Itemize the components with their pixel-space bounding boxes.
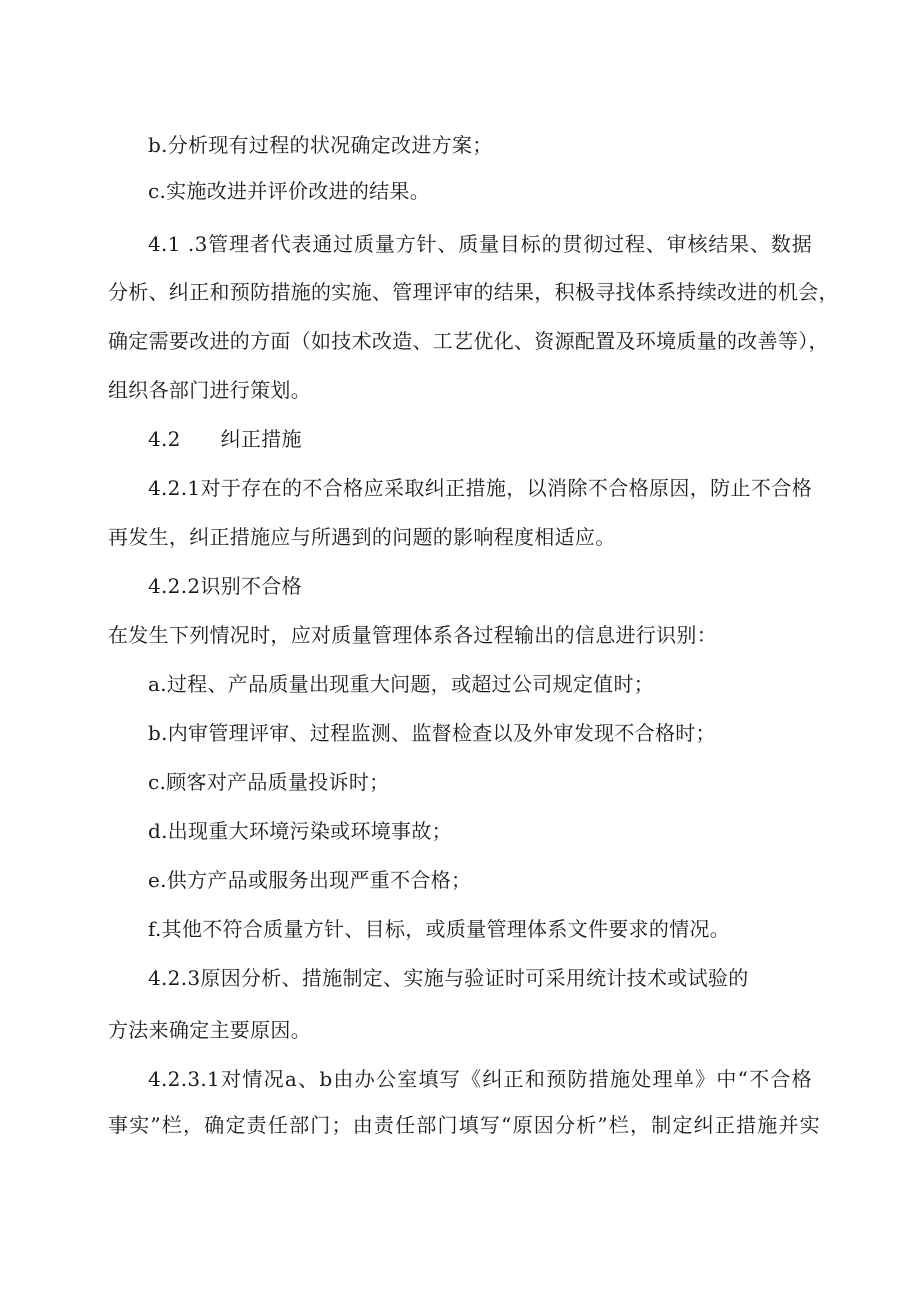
paragraph-identify-intro: 在发生下列情况时，应对质量管理体系各过程输出的信息进行识别： [108, 623, 717, 647]
subheading-4-2-2: 4.2.2识别不合格 [148, 574, 302, 598]
list-item-c: c.顾客对产品质量投诉时； [148, 770, 390, 794]
list-item-d: d.出现重大环境污染或环境事故； [148, 819, 452, 843]
list-item-f: f.其他不符合质量方针、目标，或质量管理体系文件要求的情况。 [148, 917, 731, 941]
paragraph-4-1-3-line-1: 4.1 .3管理者代表通过质量方针、质量目标的贯彻过程、审核结果、数据 [148, 232, 812, 256]
list-item-b-analyze: b.分析现有过程的状况确定改进方案； [148, 133, 493, 157]
paragraph-4-2-1-line-1: 4.2.1对于存在的不合格应采取纠正措施，以消除不合格原因，防止不合格 [148, 476, 812, 500]
list-item-b: b.内审管理评审、过程监测、监督检查以及外审发现不合格时； [148, 721, 716, 745]
paragraph-4-1-3-line-4: 组织各部门进行策划。 [108, 378, 311, 402]
paragraph-4-2-3-1-line-1: 4.2.3.1对情况a、b由办公室填写《纠正和预防措施处理单》中“不合格 [148, 1067, 812, 1091]
paragraph-4-1-3-line-3: 确定需要改进的方面（如技术改造、工艺优化、资源配置及环境质量的改善等）， [108, 329, 829, 353]
paragraph-4-2-3-1-line-2: 事实”栏，确定责任部门；由责任部门填写“原因分析”栏，制定纠正措施并实 [108, 1113, 820, 1137]
list-item-e: e.供方产品或服务出现严重不合格； [148, 868, 472, 892]
list-item-a: a.过程、产品质量出现重大问题，或超过公司规定值时； [148, 672, 655, 696]
paragraph-4-1-3-line-2: 分析、纠正和预防措施的实施、管理评审的结果，积极寻找体系持续改进的机会， [108, 280, 839, 304]
section-heading-4-2: 4.2 纠正措施 [148, 427, 302, 451]
list-item-c-implement: c.实施改进并评价改进的结果。 [148, 179, 431, 203]
paragraph-4-2-3-line-2: 方法来确定主要原因。 [108, 1018, 311, 1042]
paragraph-4-2-3-line-1: 4.2.3原因分析、措施制定、实施与验证时可采用统计技术或试验的 [148, 966, 749, 990]
paragraph-4-2-1-line-2: 再发生，纠正措施应与所遇到的问题的影响程度相适应。 [108, 525, 616, 549]
